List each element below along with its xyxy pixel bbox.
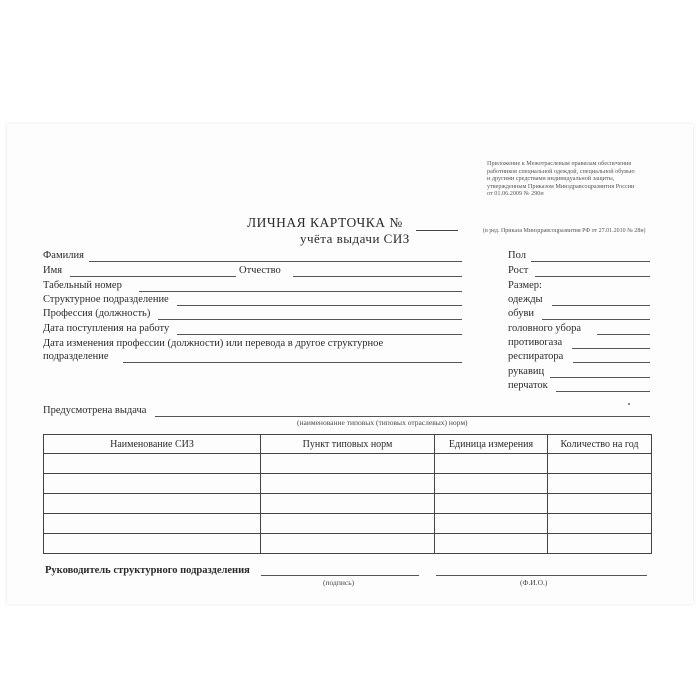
headwear-size-field[interactable] bbox=[597, 334, 650, 335]
change-label-line2: подразделение bbox=[43, 351, 109, 362]
department-field[interactable] bbox=[177, 305, 462, 306]
name-label: Имя bbox=[43, 265, 63, 276]
patronymic-label: Отчество bbox=[239, 265, 281, 276]
height-field[interactable] bbox=[535, 276, 650, 277]
respirator-size-field[interactable] bbox=[573, 362, 650, 363]
table-row bbox=[44, 534, 652, 554]
tab-number-field[interactable] bbox=[139, 291, 462, 292]
full-name-field[interactable] bbox=[436, 575, 647, 576]
signature-caption: (подпись) bbox=[323, 578, 355, 587]
mittens-size-label: рукавиц bbox=[508, 366, 545, 377]
table-cell[interactable] bbox=[261, 454, 435, 474]
full-name-caption: (Ф.И.О.) bbox=[520, 578, 548, 587]
legal-note-line: от 01.06.2009 № 290н bbox=[487, 190, 544, 198]
legal-amendment: (в ред. Приказа Минздравсоцразвития РФ от 27.01.2010 № 28н) bbox=[483, 228, 646, 234]
table-cell[interactable] bbox=[44, 534, 261, 554]
table-row bbox=[44, 494, 652, 514]
table-cell[interactable] bbox=[435, 514, 548, 534]
form-subtitle: учёта выдачи СИЗ bbox=[300, 231, 410, 246]
gloves-size-field[interactable] bbox=[556, 391, 650, 392]
table-cell[interactable] bbox=[548, 494, 652, 514]
header-ppe-name: Наименование СИЗ bbox=[44, 435, 261, 454]
mittens-size-field[interactable] bbox=[550, 377, 650, 378]
hire-date-field[interactable] bbox=[177, 334, 462, 335]
profession-label: Профессия (должность) bbox=[43, 308, 151, 319]
legal-note-line: Приложение к Межотраслевым правилам обеспечения bbox=[487, 160, 632, 167]
clothes-size-label: одежды bbox=[508, 294, 543, 305]
legal-note-line: и другими средствами индивидуальной защиты, bbox=[487, 175, 615, 183]
size-label: Размер: bbox=[508, 280, 542, 291]
height-label: Рост bbox=[508, 265, 529, 276]
ppe-table bbox=[43, 434, 652, 554]
table-cell[interactable] bbox=[261, 474, 435, 494]
profession-field[interactable] bbox=[158, 319, 462, 320]
table-row bbox=[44, 514, 652, 534]
legal-note bbox=[487, 160, 635, 198]
gloves-size-label: перчаток bbox=[508, 380, 548, 391]
table-row bbox=[44, 454, 652, 474]
issue-label: Предусмотрена выдача bbox=[43, 405, 147, 416]
clothes-size-field[interactable] bbox=[552, 305, 650, 306]
surname-label: Фамилия bbox=[43, 250, 84, 261]
shoe-size-label: обуви bbox=[508, 308, 535, 319]
table-cell[interactable] bbox=[435, 474, 548, 494]
table-cell[interactable] bbox=[261, 534, 435, 554]
table-cell[interactable] bbox=[44, 494, 261, 514]
table-cell[interactable] bbox=[548, 514, 652, 534]
issue-norms-field[interactable] bbox=[155, 416, 650, 417]
legal-note-line: утвержденным Приказом Минздравсоцразвития России bbox=[487, 182, 635, 190]
sex-field[interactable] bbox=[531, 261, 650, 262]
form-sheet bbox=[7, 124, 693, 604]
respirator-size-label: респиратора bbox=[508, 351, 564, 362]
legal-note-line: работников специальной одеждой, специальной обувью bbox=[487, 167, 635, 175]
table-cell[interactable] bbox=[435, 454, 548, 474]
name-field[interactable] bbox=[70, 276, 236, 277]
table-row bbox=[44, 474, 652, 494]
headwear-size-label: головного убора bbox=[508, 323, 582, 334]
table-cell[interactable] bbox=[548, 454, 652, 474]
card-number-field[interactable] bbox=[416, 230, 458, 231]
table-cell[interactable] bbox=[261, 514, 435, 534]
patronymic-field[interactable] bbox=[293, 276, 462, 277]
department-label: Структурное подразделение bbox=[43, 294, 169, 305]
change-label-line1: Дата изменения профессии (должности) или перевода в другое структурное bbox=[43, 338, 384, 349]
hire-date-label: Дата поступления на работу bbox=[43, 323, 170, 334]
table-cell[interactable] bbox=[548, 474, 652, 494]
table-cell[interactable] bbox=[435, 534, 548, 554]
table-cell[interactable] bbox=[44, 474, 261, 494]
manager-label: Руководитель структурного подразделения bbox=[45, 565, 250, 576]
shoe-size-field[interactable] bbox=[542, 319, 650, 320]
table-cell[interactable] bbox=[261, 494, 435, 514]
table-header-row bbox=[44, 435, 652, 454]
issue-caption: (наименование типовых (типовых отраслевых) норм) bbox=[297, 418, 468, 427]
tab-number-label: Табельный номер bbox=[43, 280, 122, 291]
header-norm-item: Пункт типовых норм bbox=[261, 435, 435, 454]
change-field[interactable] bbox=[123, 362, 462, 363]
surname-field[interactable] bbox=[89, 261, 462, 262]
table-cell[interactable] bbox=[435, 494, 548, 514]
header-unit: Единица измерения bbox=[435, 435, 548, 454]
gas-mask-size-label: противогаза bbox=[508, 337, 563, 348]
signature-field[interactable] bbox=[261, 575, 419, 576]
sex-label: Пол bbox=[508, 250, 526, 261]
header-qty-per-year: Количество на год bbox=[548, 435, 652, 454]
gas-mask-size-field[interactable] bbox=[572, 348, 650, 349]
stray-mark bbox=[628, 403, 630, 405]
table-cell[interactable] bbox=[44, 514, 261, 534]
table-cell[interactable] bbox=[548, 534, 652, 554]
form-title: ЛИЧНАЯ КАРТОЧКА № bbox=[247, 215, 403, 230]
table-cell[interactable] bbox=[44, 454, 261, 474]
